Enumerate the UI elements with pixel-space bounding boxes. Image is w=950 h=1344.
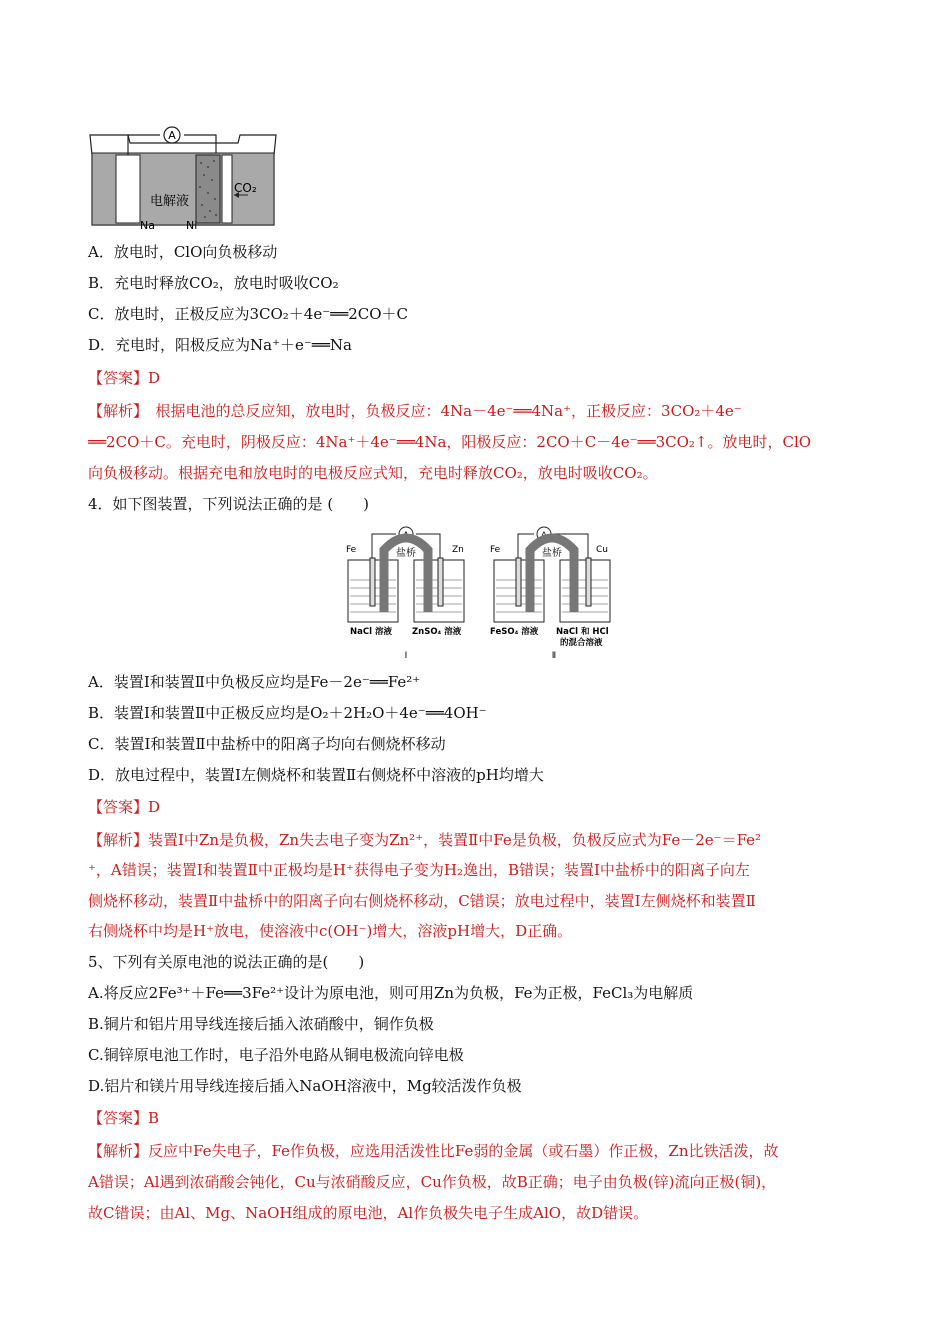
ni-label: Ni [186,219,198,232]
solution-label: FeSO₄ 溶液 [490,627,539,637]
q3-answer: 【答案】D [88,369,161,387]
q4-analysis-line: 侧烧杯移动，装置Ⅱ中盐桥中的阳离子向右侧烧杯移动，C错误；放电过程中，装置Ⅰ左侧烧杯和装置Ⅱ [88,892,756,910]
q4-option-c: C．装置Ⅰ和装置Ⅱ中盐桥中的阳离子均向右侧烧杯移动 [88,735,446,753]
q5-analysis-line: 【解析】反应中Fe失电子，Fe作负极，应选用活泼性比Fe弱的金属（或石墨）作正极，Zn比铁活泼，故 [88,1142,779,1160]
q5-answer: 【答案】B [88,1109,160,1127]
q3-analysis-line: ══2CO＋C。充电时，阴极反应：4Na⁺＋4e⁻══4Na，阳极反应：2CO＋C－4e⁻══3CO₂↑。放电时，ClO [88,433,812,451]
q5-analysis-line: 故C错误；由Al、Mg、NaOH组成的原电池，Al作负极失电子生成AlO，故D错误。 [88,1204,649,1222]
solution-label: 的混合溶液 [560,638,603,648]
q5-option-d: D.铝片和镁片用导线连接后插入NaOH溶液中，Mg较活泼作负极 [88,1077,522,1095]
q3-option-b: B．充电时释放CO₂，放电时吸收CO₂ [88,274,339,292]
device-1 [346,527,464,661]
q5-analysis-line: A错误；Al遇到浓硝酸会钝化，Cu与浓硝酸反应，Cu作负极，故B正确；电子由负极(锌)流向正极(铜)， [88,1173,777,1191]
q3-option-c: C．放电时，正极反应为3CO₂＋4e⁻══2CO＋C [88,305,409,323]
solution-label: NaCl 溶液 [350,627,392,637]
q4-option-d: D．放电过程中，装置Ⅰ左侧烧杯和装置Ⅱ右侧烧杯中溶液的pH均增大 [88,766,544,784]
na-label: Na [140,219,155,232]
q5-option-c: C.铜锌原电池工作时，电子沿外电路从铜电极流向锌电极 [88,1046,464,1064]
bridge-label: 盐桥 [396,548,416,559]
q5-option-a: A.将反应2Fe³⁺＋Fe══3Fe²⁺设计为原电池，则可用Zn为负极，Fe为正极，FeCl₃为电解质 [88,984,694,1002]
ammeter-label: A [402,531,410,541]
ammeter-label: A [168,129,176,142]
fe-label: Fe [346,545,357,555]
solution-label: ZnSO₄ 溶液 [412,627,462,637]
q4-answer: 【答案】D [88,798,161,816]
q3-analysis-line: 【解析】 根据电池的总反应知，放电时，负极反应：4Na－4e⁻══4Na⁺，正极反应：3CO₂＋4e⁻ [88,402,742,420]
battery-figure [88,125,278,237]
q4-analysis-line: 【解析】装置Ⅰ中Zn是负极，Zn失去电子变为Zn²⁺，装置Ⅱ中Fe是负极，负极反应式为Fe－2e⁻＝Fe² [88,831,762,849]
salt-bridge-figure [340,520,630,662]
q4-option-b: B．装置Ⅰ和装置Ⅱ中正极反应均是O₂＋2H₂O＋4e⁻══4OH⁻ [88,704,487,722]
q4-analysis-line: 右侧烧杯中均是H⁺放电，使溶液中c(OH⁻)增大，溶液pH增大，D正确。 [88,922,573,940]
q3-analysis-line: 向负极移动。根据充电和放电时的电极反应式知，充电时释放CO₂，放电时吸收CO₂。 [88,464,658,482]
fe-label: Fe [490,545,501,555]
solution-label: NaCl 和 HCl [556,627,609,637]
q5-stem: 5、下列有关原电池的说法正确的是( ) [88,953,365,971]
device-label: Ⅱ [551,651,557,661]
q4-stem: 4．如下图装置，下列说法正确的是 ( ) [88,495,370,513]
electrolyte-label: 电解液 [150,194,190,209]
q3-option-a: A．放电时，ClO向负极移动 [88,243,278,261]
cu-label: Cu [596,545,608,555]
q4-analysis-line: ⁺，A错误；装置Ⅰ和装置Ⅱ中正极均是H⁺获得电子变为H₂逸出，B错误；装置Ⅰ中盐桥中的阳离子向左 [88,861,750,879]
ammeter-label: A [540,531,548,541]
co2-label: CO₂ [234,181,257,195]
q5-option-b: B.铜片和铝片用导线连接后插入浓硝酸中，铜作负极 [88,1015,434,1033]
device-label: Ⅰ [404,651,408,661]
q4-option-a: A．装置Ⅰ和装置Ⅱ中负极反应均是Fe－2e⁻══Fe²⁺ [88,673,421,691]
device-2 [490,527,610,661]
bridge-label: 盐桥 [542,548,562,559]
q3-option-d: D．充电时，阳极反应为Na⁺＋e⁻══Na [88,336,352,354]
zn-label: Zn [452,545,464,555]
